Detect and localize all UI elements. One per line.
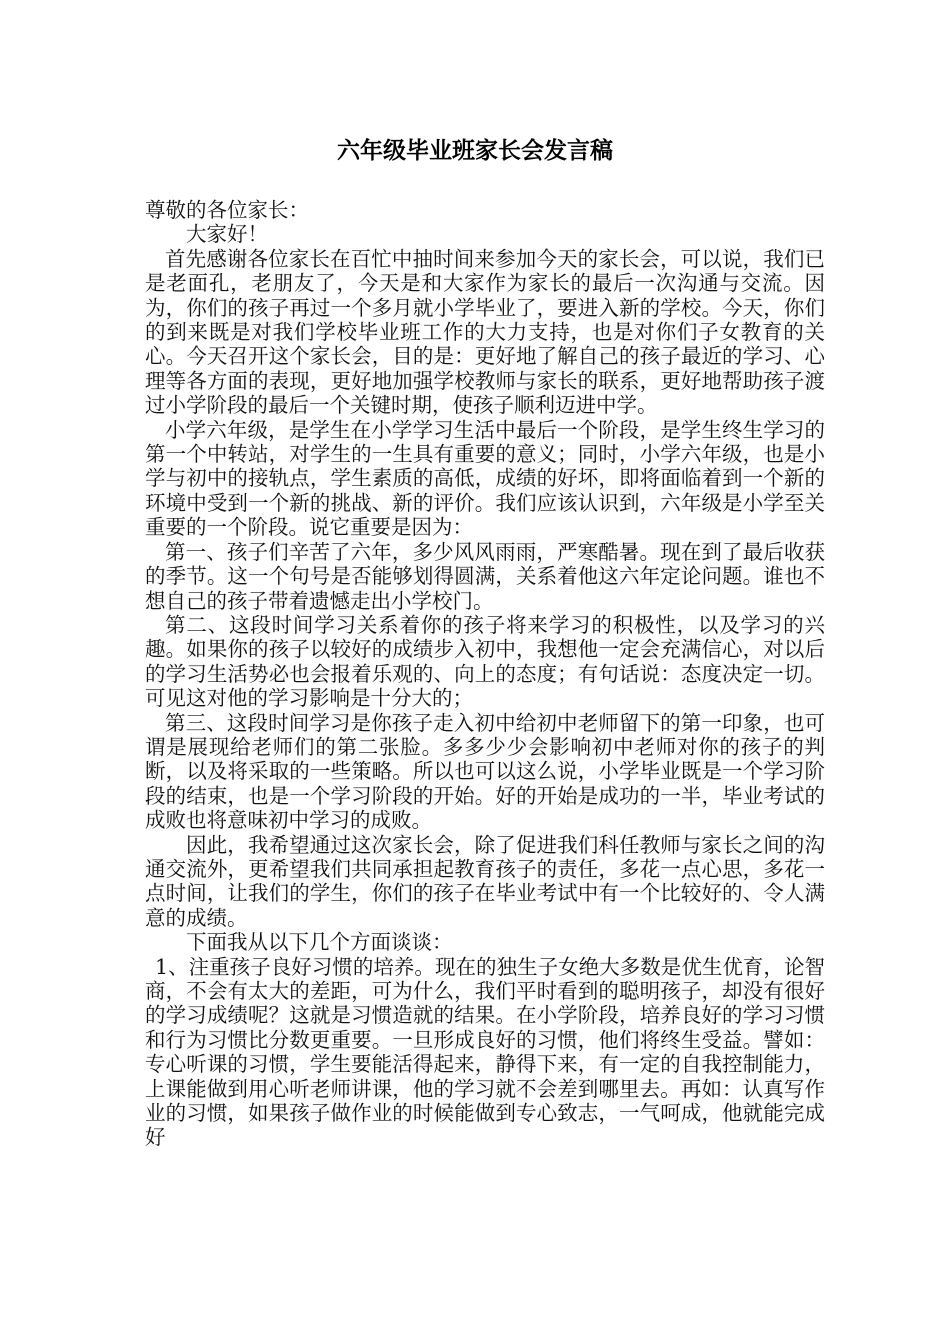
greeting: 大家好！ — [186, 222, 268, 247]
paragraph: 第二、这段时间学习关系着你的孩子将来学习的积极性，以及学习的兴趣。如果你的孩子以较好的成绩步入初中，我想他一定会充满信心，对以后的学习生活势必也会报着乐观的、向上的态度；有句话说：态度决定一切。可见这对他的学习影响是十分大的； — [145, 612, 825, 711]
paragraph: 因此，我希望通过这次家长会，除了促进我们科任教师与家长之间的沟通交流外，更希望我们共同承担起教育孩子的责任，多花一点心思，多花一点时间，让我们的学生，你们的孩子在毕业考试中有一个比较好的、令人满意的成绩。 — [145, 832, 825, 930]
paragraph: 首先感谢各位家长在百忙中抽时间来参加今天的家长会，可以说，我们已是老面孔，老朋友了，今天是和大家作为家长的最后一次沟通与交流。因为，你们的孩子再过一个多月就小学毕业了，要进入新的学校。今天，你们的到来既是对我们学校毕业班工作的大力支持，也是对你们子女教育的关心。今天召开这个家长会，目的是：更好地了解自己的孩子最近的学习、心理等各方面的表现，更好地加强学校教师与家长的联系，更好地帮助孩子渡过小学阶段的最后一个关键时期，使孩子顺利迈进中学。 — [145, 246, 825, 418]
document-body — [145, 198, 825, 1150]
paragraph: 小学六年级，是学生在小学学习生活中最后一个阶段，是学生终生学习的第一个中转站，对学生的一生具有重要的意义；同时，小学六年级，也是小学与初中的接轨点，学生素质的高低，成绩的好坏，即将面临着到一个新的环境中受到一个新的挑战、新的评价。我们应该认识到，六年级是小学至关重要的一个阶段。说它重要是因为： — [145, 417, 825, 540]
salutation: 尊敬的各位家长： — [145, 198, 309, 222]
paragraph: 第一、孩子们辛苦了六年，多少风风雨雨，严寒酷暑。现在到了最后收获的季节。这一个句号是否能够划得圆满，关系着他这六年定论问题。谁也不想自己的孩子带着遗憾走出小学校门。 — [145, 539, 825, 613]
paragraph: 1、注重孩子良好习惯的培养。现在的独生子女绝大多数是优生优育，论智商，不会有太大的差距，可为什么，我们平时看到的聪明孩子，却没有很好的学习成绩呢？这就是习惯造就的结果。在小学阶段，培养良好的学习习惯和行为习惯比分数更重要。一旦形成良好的习惯，他们将终生受益。譬如：专心听课的习惯，学生要能活得起来，静得下来，有一定的自我控制能力，上课能做到用心听老师讲课，他的学习就不会差到哪里去。再如：认真写作业的习惯，如果孩子做作业的时候能做到专心致志，一气呵成，他就能完成好 — [145, 954, 825, 1150]
paragraph: 下面我从以下几个方面谈谈： — [186, 930, 453, 955]
page-title: 六年级毕业班家长会发言稿 — [337, 138, 613, 164]
paragraph: 第三、这段时间学习是你孩子走入初中给初中老师留下的第一印象，也可谓是展现给老师们的第二张脸。多多少少会影响初中老师对你的孩子的判断，以及将采取的一些策略。所以也可以这么说，小学毕业既是一个学习阶段的结束，也是一个学习阶段的开始。好的开始是成功的一半，毕业考试的成败也将意味初中学习的成败。 — [145, 710, 825, 833]
